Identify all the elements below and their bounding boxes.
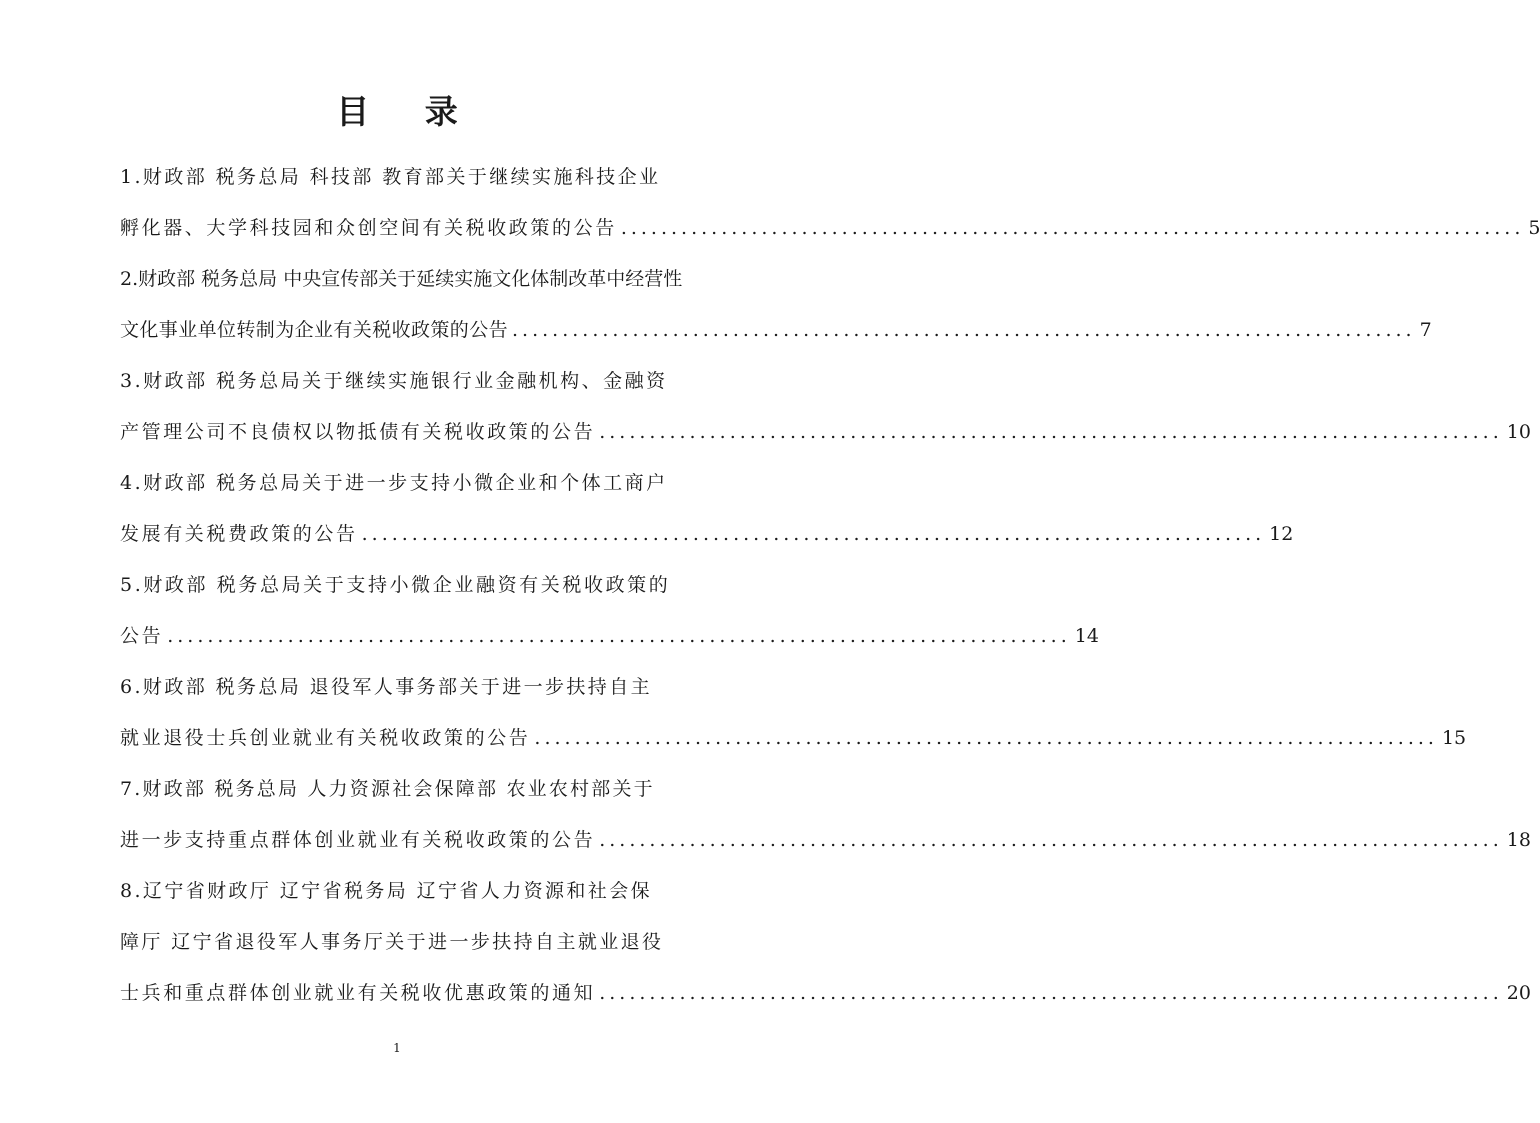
toc-entry-text: 就业退役士兵创业就业有关税收政策的公告 — [120, 727, 531, 749]
toc-entry-line: 2.财政部 税务总局 中央宣传部关于延续实施文化体制改革中经营性 — [120, 268, 683, 290]
toc-entry-4[interactable] — [120, 458, 1294, 560]
dot-leader: .......................................................................................... — [599, 829, 1503, 851]
dot-leader: .......................................................................................... — [512, 319, 1416, 341]
toc-entry-text: 公告 — [120, 625, 164, 647]
toc-page-number: 18 — [1506, 829, 1531, 851]
toc-entry-6[interactable] — [120, 662, 1467, 764]
toc-entry-line: 6.财政部 税务总局 退役军人事务部关于进一步扶持自主 — [120, 676, 653, 698]
toc-entry-1[interactable] — [120, 152, 1540, 254]
toc-entry-text: 文化事业单位转制为企业有关税收政策的公告 — [120, 319, 509, 341]
toc-entry-last-line — [120, 203, 1540, 254]
toc-entry-5[interactable] — [120, 560, 1099, 662]
dot-leader: .......................................................................................... — [599, 421, 1503, 443]
toc-entry-2[interactable] — [120, 254, 1432, 356]
dot-leader: .......................................................................................... — [534, 727, 1438, 749]
toc-entry-line: 1.财政部 税务总局 科技部 教育部关于继续实施科技企业 — [120, 166, 661, 188]
toc-entry-text: 发展有关税费政策的公告 — [120, 523, 358, 545]
toc-entry-last-line — [120, 509, 1294, 560]
toc-entry-last-line — [120, 407, 1531, 458]
dot-leader: .......................................................................................... — [167, 625, 1071, 647]
toc-entry-line: 障厅 辽宁省退役军人事务厅关于进一步扶持自主就业退役 — [120, 931, 664, 953]
toc-entry-last-line — [120, 305, 1432, 356]
toc-entry-last-line — [120, 815, 1531, 866]
toc-entry-last-line — [120, 713, 1467, 764]
toc-entry-8[interactable] — [120, 866, 1531, 1019]
toc-page-number: 14 — [1074, 625, 1099, 647]
toc-entry-text: 士兵和重点群体创业就业有关税收优惠政策的通知 — [120, 982, 596, 1004]
dot-leader: .......................................................................................... — [599, 982, 1503, 1004]
toc-entry-line: 5.财政部 税务总局关于支持小微企业融资有关税收政策的 — [120, 574, 671, 596]
toc-entry-7[interactable] — [120, 764, 1531, 866]
toc-page-number: 15 — [1441, 727, 1467, 749]
page-number-footer: 1 — [393, 1041, 401, 1055]
toc-entry-text: 孵化器、大学科技园和众创空间有关税收政策的公告 — [120, 217, 617, 239]
toc-entry-line: 3.财政部 税务总局关于继续实施银行业金融机构、金融资 — [120, 370, 668, 392]
toc-entry-line: 8.辽宁省财政厅 辽宁省税务局 辽宁省人力资源和社会保 — [120, 880, 653, 902]
page-title: 目 录 — [336, 92, 480, 131]
table-of-contents — [120, 152, 1540, 1019]
toc-page-number: 5 — [1528, 217, 1540, 239]
toc-entry-text: 进一步支持重点群体创业就业有关税收政策的公告 — [120, 829, 596, 851]
toc-page-number: 10 — [1506, 421, 1531, 443]
dot-leader: .......................................................................................... — [620, 217, 1525, 239]
toc-entry-line: 7.财政部 税务总局 人力资源社会保障部 农业农村部关于 — [120, 778, 655, 800]
toc-entry-line: 4.财政部 税务总局关于进一步支持小微企业和个体工商户 — [120, 472, 668, 494]
toc-page-number: 7 — [1419, 319, 1432, 341]
toc-entry-text: 产管理公司不良债权以物抵债有关税收政策的公告 — [120, 421, 596, 443]
toc-entry-3[interactable] — [120, 356, 1531, 458]
dot-leader: .......................................................................................... — [361, 523, 1266, 545]
toc-entry-last-line — [120, 611, 1099, 662]
toc-entry-last-line — [120, 968, 1531, 1019]
toc-page-number: 12 — [1269, 523, 1294, 545]
toc-page-number: 20 — [1506, 982, 1531, 1004]
